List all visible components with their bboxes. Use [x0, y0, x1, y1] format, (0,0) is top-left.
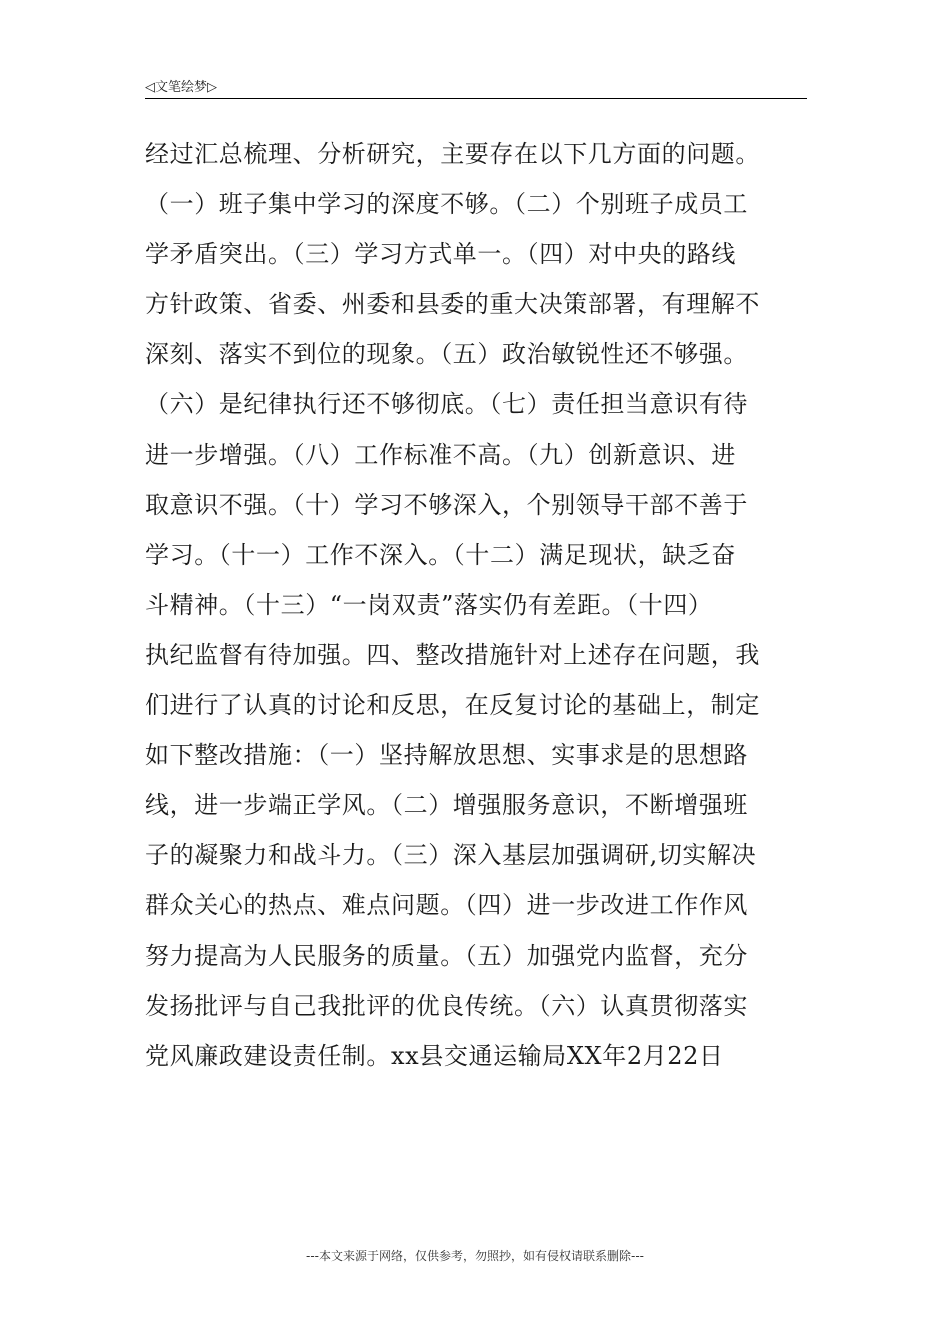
page-footer-disclaimer: ---本文来源于网络，仅供参考，勿照抄，如有侵权请联系删除---	[306, 1249, 644, 1263]
body-line: （一）班子集中学习的深度不够。（二）个别班子成员工	[145, 190, 748, 219]
body-line: 努力提高为人民服务的质量。（五）加强党内监督，充分	[145, 941, 748, 970]
body-line: 执纪监督有待加强。四、整改措施针对上述存在问题，我	[145, 640, 760, 669]
body-line: （六）是纪律执行还不够彻底。（七）责任担当意识有待	[145, 390, 748, 419]
header-title: ◁文笔绘梦▷	[145, 80, 217, 95]
body-line: 线，进一步端正学风。（二）增强服务意识，不断增强班	[145, 791, 748, 820]
body-line: 如下整改措施：（一）坚持解放思想、实事求是的思想路	[145, 741, 748, 770]
body-line: 经过汇总梳理、分析研究，主要存在以下几方面的问题。	[145, 140, 760, 168]
body-line: 群众关心的热点、难点问题。（四）进一步改进工作作风	[145, 891, 748, 920]
body-line: 子的凝聚力和战斗力。（三）深入基层加强调研,切实解决	[145, 841, 757, 870]
body-line: 学习。（十一）工作不深入。（十二）满足现状，缺乏奋	[145, 540, 736, 569]
body-line: 斗精神。（十三）“一岗双责”落实仍有差距。（十四）	[145, 590, 713, 619]
page-header	[145, 74, 807, 99]
body-line: 进一步增强。（八）工作标准不高。（九）创新意识、进	[145, 440, 736, 469]
body-line: 学矛盾突出。（三）学习方式单一。（四）对中央的路线	[145, 240, 736, 269]
body-line: 党风廉政建设责任制。xx县交通运输局XX年2月22日	[145, 1041, 724, 1070]
body-line: 取意识不强。（十）学习不够深入，个别领导干部不善于	[145, 490, 748, 519]
document-body	[145, 129, 810, 1081]
body-line: 们进行了认真的讨论和反思，在反复讨论的基础上，制定	[145, 691, 760, 720]
body-line: 深刻、落实不到位的现象。（五）政治敏锐性还不够强。	[145, 340, 748, 369]
body-line: 方针政策、省委、州委和县委的重大决策部署，有理解不	[145, 290, 760, 319]
body-line: 发扬批评与自己我批评的优良传统。（六）认真贯彻落实	[145, 991, 748, 1020]
